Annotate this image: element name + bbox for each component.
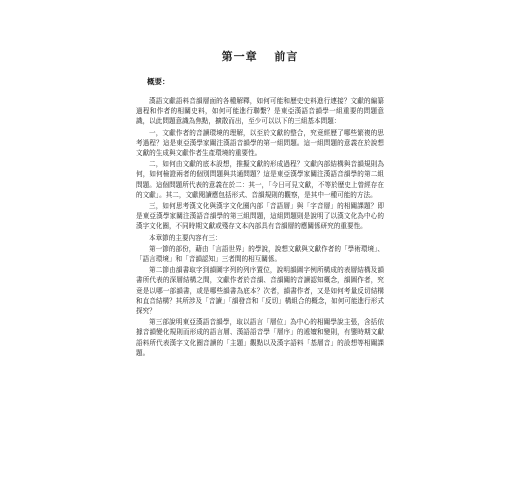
- chapter-number: 第一章: [221, 50, 258, 63]
- chapter-heading: [0, 48, 520, 64]
- paragraph: 第一節的部份，藉由「言語世界」的學說，說想文獻與文獻作者的「學術環境」、「語言環境」和「音韻認知」三者間的相互關係。: [136, 244, 384, 264]
- paragraph: 漢語文獻語料音韻層面的各種解釋，如何可能和歷史史料進行連接？文獻的編纂過程和作者的相關史料，如何可能進行聯繫？是東亞漢語音韻學一組重要的問題意識，以此問題意識為焦點，擴散而出，至少可以以下的三組基本問題：: [136, 97, 384, 126]
- body-text: [136, 96, 384, 359]
- chapter-title: 前言: [274, 50, 299, 63]
- paragraph: 一，文獻作者的音讀環境的理解，以至於文獻的整合，究竟經歷了哪些繁複的思考過程？這是東亞漢學家關注漢語音韻學的第一組問題。這一組問題的意義在於說想文獻的生成與文獻作者生產環境的重要性。: [136, 128, 384, 158]
- paragraph: 本章節的主要內容有三：: [149, 233, 222, 242]
- paragraph: 二，如何由文獻的底本設想，推擬文獻的形成過程？文獻內部結構與音韻規則為何，如何檢證兩者的個別問題與共通問題？這是東亞漢學家關注漢語音韻學的第二組問題。這個問題所代表的意義在於二：其一，「今日可見文獻，不等於歷史上曾經存在的文獻」。其二，文獻閱讀應包括形式、音韻規則的觀察，是其中一種可能的方法。: [136, 160, 384, 199]
- paragraph: 第三部說明東亞漢語音韻學，取以語言「層位」為中心的相關學說主張，含括依據音韻變化規則而形成的語言層、漢語語音學「層序」的遞嬗和變則，有鑒時期文獻語料所代表漢字文化圈音讀的「主題」觀點以及漢字語料「基層音」的設想等相關課題。: [136, 318, 384, 357]
- paragraph: 三，如何思考漢文化與漢字文化圈內部「音語層」與「字音層」的相關課題？即是東亞漢學家關注漢語音韻學的第三組問題，這組問題則是說明了以漢文化為中心的漢字文化圈，不同時期文獻或殘存文本內部具有音韻層的應關係研究的重要性。: [136, 202, 384, 231]
- summary-label: 概要：: [147, 77, 170, 86]
- paragraph: 第二節由韻書取字到韻圖字列的列序置位，說明韻圖字例所構成的表層結構及韻書所代表的深層結構之間，文獻作者於音韻、音韻關的音讀認知概念，韻圖作者，究竟是以哪一部韻書，或是哪些韻書為底本？次者，韻書作者，又是如何考量反切結構和直音結構？其所涉及「音讀」「韻發音和「反切」構組合的概念，如何可能進行形式探究？: [136, 266, 384, 316]
